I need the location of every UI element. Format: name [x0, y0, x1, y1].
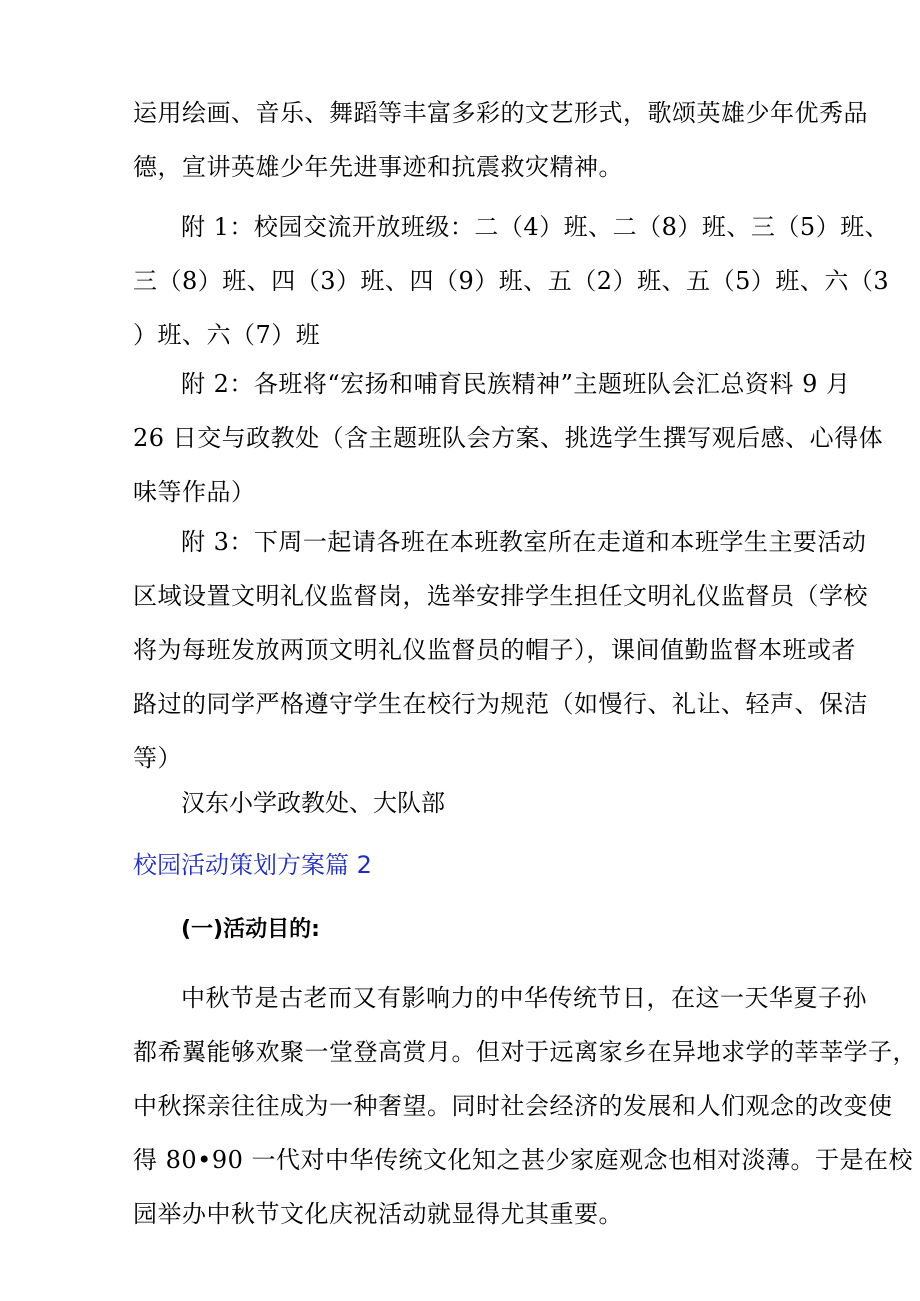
text-line: 附 3：下周一起请各班在本班教室所在走道和本班学生主要活动: [181, 528, 867, 556]
subsection-title: (一)活动目的:: [181, 917, 320, 942]
text-line: 等）: [133, 744, 182, 772]
text-line: 都希翼能够欢聚一堂登高赏月。但对于远离家乡在异地求学的莘莘学子，: [133, 1038, 917, 1066]
text-line: 德，宣讲英雄少年先进事迹和抗震救灾精神。: [133, 153, 623, 181]
text-line: 得 80•90 一代对中华传统文化知之甚少家庭观念也相对淡薄。于是在校: [133, 1146, 913, 1174]
paragraph-appendix-3: [133, 515, 868, 785]
text-line: 运用绘画、音乐、舞蹈等丰富多彩的文艺形式，歌颂英雄少年优秀品: [133, 99, 868, 127]
paragraph-appendix-2: [133, 357, 884, 519]
text-line: 区域设置文明礼仪监督岗，选举安排学生担任文明礼仪监督员（学校: [133, 582, 868, 610]
text-line: 园举办中秋节文化庆祝活动就显得尤其重要。: [133, 1200, 623, 1228]
text-line: 中秋探亲往往成为一种奢望。同时社会经济的发展和人们观念的改变使: [133, 1092, 893, 1120]
text-line: ）班、六（7）班: [133, 321, 321, 349]
paragraph-appendix-1: [133, 200, 890, 362]
text-line: 味等作品）: [133, 478, 256, 506]
section-title: 校园活动策划方案篇 2: [133, 851, 372, 879]
paragraph-purpose: [133, 971, 917, 1241]
text-line: 路过的同学严格遵守学生在校行为规范（如慢行、礼让、轻声、保洁: [133, 690, 868, 718]
text-line: 将为每班发放两顶文明礼仪监督员的帽子），课间值勤监督本班或者: [133, 636, 856, 664]
text-line: 中秋节是古老而又有影响力的中华传统节日，在这一天华夏子孙: [181, 984, 867, 1012]
text-line: 三（8）班、四（3）班、四（9）班、五（2）班、五（5）班、六（3: [133, 267, 890, 295]
text-line: 附 2：各班将“宏扬和哺育民族精神”主题班队会汇总资料 9 月: [181, 370, 851, 398]
signature: 汉东小学政教处、大队部: [181, 789, 445, 817]
paragraph-activity-forms: [133, 86, 868, 194]
text-line: 附 1：校园交流开放班级：二（4）班、二（8）班、三（5）班、: [181, 213, 890, 241]
text-line: 26 日交与政教处（含主题班队会方案、挑选学生撰写观后感、心得体: [133, 424, 884, 452]
